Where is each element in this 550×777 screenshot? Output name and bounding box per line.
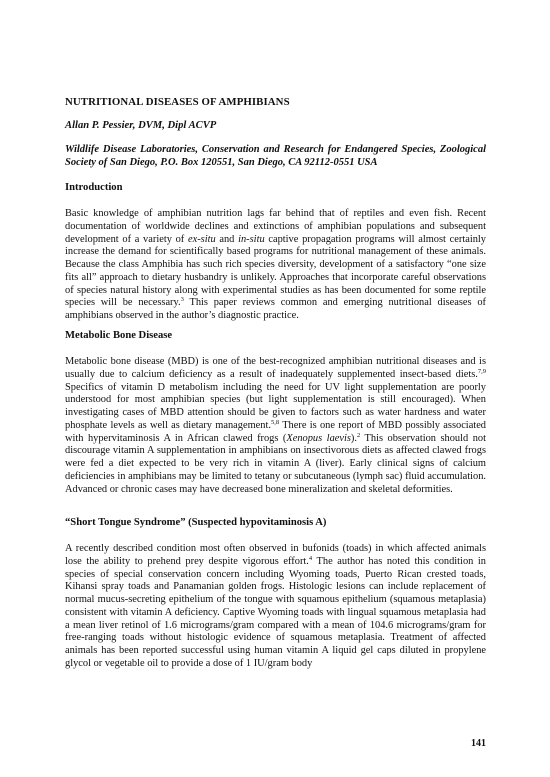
text-run: Specifics of vitamin D metabolism including the need for UV light supplementation are poorly understood for most amphibian species (but light supplementation is still encouraged). When investigating cases of MBD attention should be given to factors such as water hardness and water phosphate levels as well as dietary management. [65, 381, 486, 431]
paragraph-short-tongue [65, 543, 486, 671]
paragraph-introduction [65, 208, 486, 323]
text-run: captive propagation programs will almost certainly increase the demand for scientifically based programs for nutritional management of these animals. Because the class Amphibia has such rich species diversity, development of a satisfactory “one size fits all” approach to dietary husbandry is unlikely. Approaches that incorporate careful observations of species natural history along with experimental studies as has been documented for some reptile species will be necessary. [65, 233, 486, 309]
section-mbd [65, 356, 486, 496]
section-heading-mbd: Metabolic Bone Disease [65, 330, 173, 341]
section-introduction [65, 208, 486, 323]
affiliation: Wildlife Disease Laboratories, Conservation and Research for Endangered Species, Zoological Society of San Diego, P.O. Box 120551, San Diego, CA 92112-0551 USA [65, 144, 486, 168]
citation-ref: 5,8 [270, 418, 280, 426]
italic-term: in-situ [238, 233, 265, 245]
page-number: 141 [471, 738, 486, 749]
italic-term: ex-situ [187, 233, 216, 245]
section-heading-introduction: Introduction [65, 182, 123, 193]
citation-ref: 3 [180, 296, 184, 304]
text-run: There is one report of MBD possibly associated with hypervitaminosis A in African clawed frogs ( [65, 419, 486, 444]
text-run: Metabolic bone disease (MBD) is one of the best-recognized amphibian nutritional diseases and is usually due to calcium deficiency as a result of inadequately supplemented insect-based diets. [65, 356, 486, 380]
text-run: This paper reviews common and emerging nutritional diseases of amphibians observed in the author’s diagnostic practice. [65, 297, 487, 321]
citation-ref: 7,9 [477, 367, 486, 375]
text-run: and [215, 233, 239, 245]
text-run: Basic knowledge of amphibian nutrition lags far behind that of reptiles and even fish. Recent documentation of worldwide declines and extinctions of amphibian populations and subsequent development of a variety of [65, 208, 486, 245]
paper-title: NUTRITIONAL DISEASES OF AMPHIBIANS [65, 96, 290, 108]
citation-ref: 2 [356, 431, 361, 439]
text-run: This observation should not discourage vitamin A supplementation in amphibians on insectivorous diets as affected clawed frogs were fed a diet expected to be very rich in vitamin A (liver). Early clinical signs of calcium deficiencies in amphibians may be limited to tetany or subcutaneous (lymph sac) fluid accumulation. Advanced or chronic cases may have decreased bone mineralization and skeletal deformities. [65, 432, 486, 495]
section-heading-short-tongue: “Short Tongue Syndrome” (Suspected hypovitaminosis A) [65, 517, 327, 528]
citation-ref: 4 [308, 554, 313, 562]
paragraph-mbd [65, 356, 486, 496]
italic-species: Xenopus laevis [286, 432, 351, 444]
author-line: Allan P. Pessier, DVM, Dipl ACVP [65, 120, 217, 131]
section-short-tongue [65, 543, 486, 671]
text-run: The author has noted this condition in species of special conservation concern including Wyoming toads, Puerto Rican crested toads, Kihansi spray toads and Panamanian golden frogs. Histologic lesions can include replacement of normal mucus-secreting epithelium of the tongue with squamous epithelium (squamous metaplasia) consistent with vitamin A deficiency. Captive Wyoming toads with lingual squamous metaplasia had a mean liver retinol of 1.6 micrograms/gram compared with a mean of 104.6 micrograms/gram for free-ranging toads without histologic evidence of squamous metaplasia. Treatment of affected animals has been reported successful using human vitamin A liquid gel caps diluted in propylene glycol or vegetable oil to provide a dose of 1 IU/gram body [65, 555, 486, 669]
text-run: ). [350, 432, 357, 444]
text-run: A recently described condition most often observed in bufonids (toads) in which affected animals lose the ability to prehend prey despite vigorous effort. [65, 543, 486, 567]
